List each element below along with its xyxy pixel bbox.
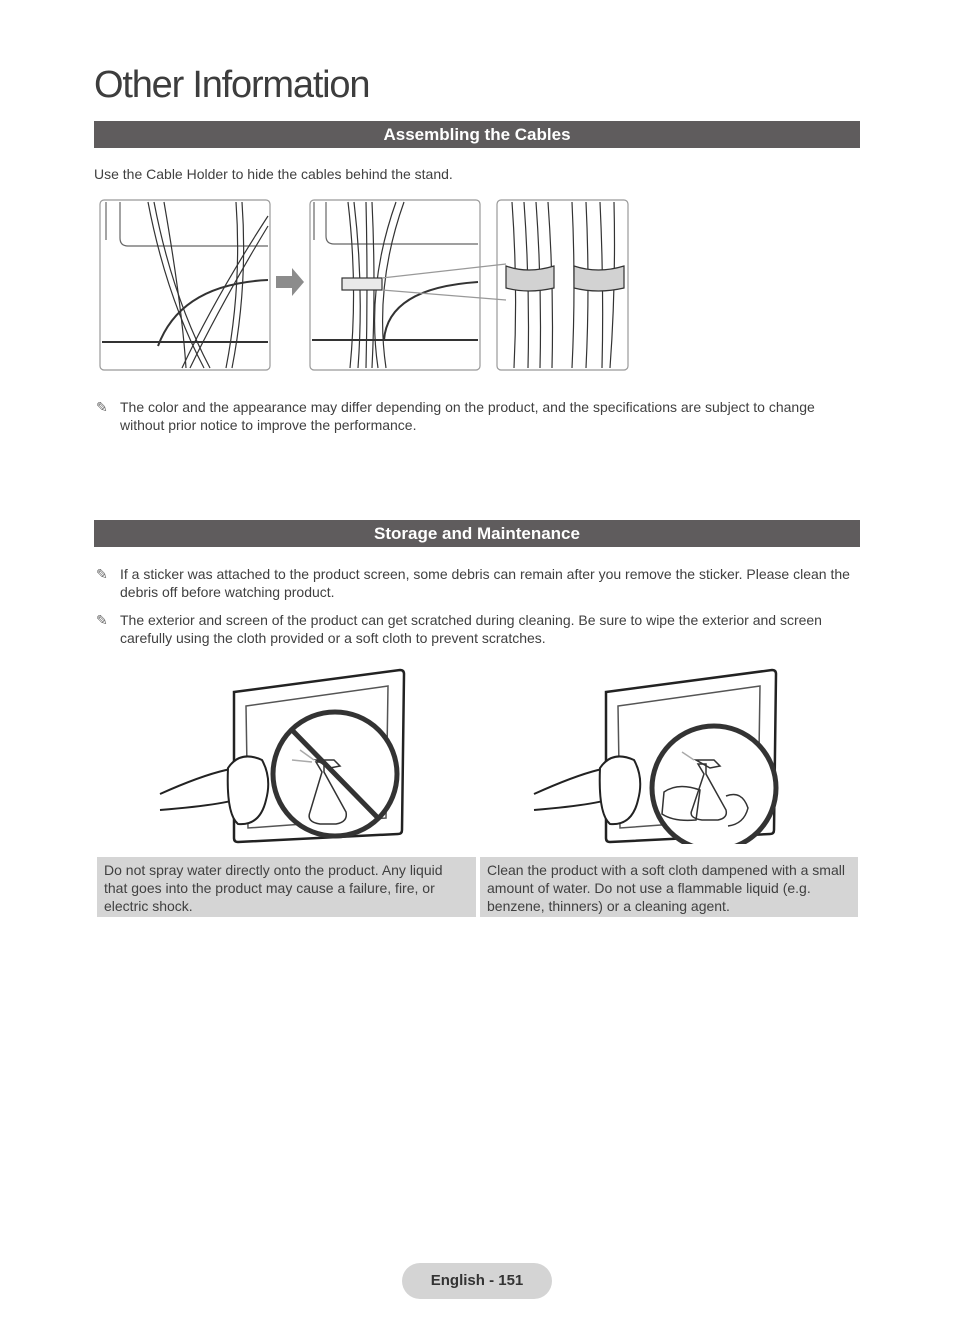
caption-no-spray: Do not spray water directly onto the product. Any liquid that goes into the product may cause a failure, fire, or electric shock. — [97, 857, 476, 917]
note-text: The color and the appearance may differ depending on the product, and the specifications are subject to change without prior notice to improve the performance. — [120, 399, 815, 433]
prohibited-icon — [273, 712, 397, 836]
page-title: Other Information — [94, 64, 370, 106]
note-appearance-disclaimer — [96, 398, 862, 434]
cables-intro-text: Use the Cable Holder to hide the cables behind the stand. — [94, 166, 453, 182]
note-text: The exterior and screen of the product can get scratched during cleaning. Be sure to wipe the exterior and screen carefully using the cloth provided or a soft cloth to prevent scratches. — [120, 612, 822, 646]
pencil-note-icon: ✎ — [96, 612, 108, 628]
no-spray-illustration — [150, 664, 420, 844]
cable-holder-illustration — [96, 196, 632, 374]
section-heading-assembling-cables: Assembling the Cables — [94, 121, 860, 148]
note-sticker-debris — [96, 565, 862, 601]
pencil-note-icon: ✎ — [96, 566, 108, 582]
section-heading-storage-maintenance: Storage and Maintenance — [94, 520, 860, 547]
right-arrow-icon — [276, 268, 304, 296]
caption-soft-cloth: Clean the product with a soft cloth dampened with a small amount of water. Do not use a flammable liquid (e.g. benzene, thinners) or a cleaning agent. — [480, 857, 858, 917]
soft-cloth-illustration — [528, 664, 798, 844]
page-number-badge: English - 151 — [402, 1263, 552, 1299]
note-text: If a sticker was attached to the product screen, some debris can remain after you remove the sticker. Please clean the debris off before watching product. — [120, 566, 850, 600]
pencil-note-icon: ✎ — [96, 399, 108, 415]
note-scratch-warning — [96, 611, 862, 647]
